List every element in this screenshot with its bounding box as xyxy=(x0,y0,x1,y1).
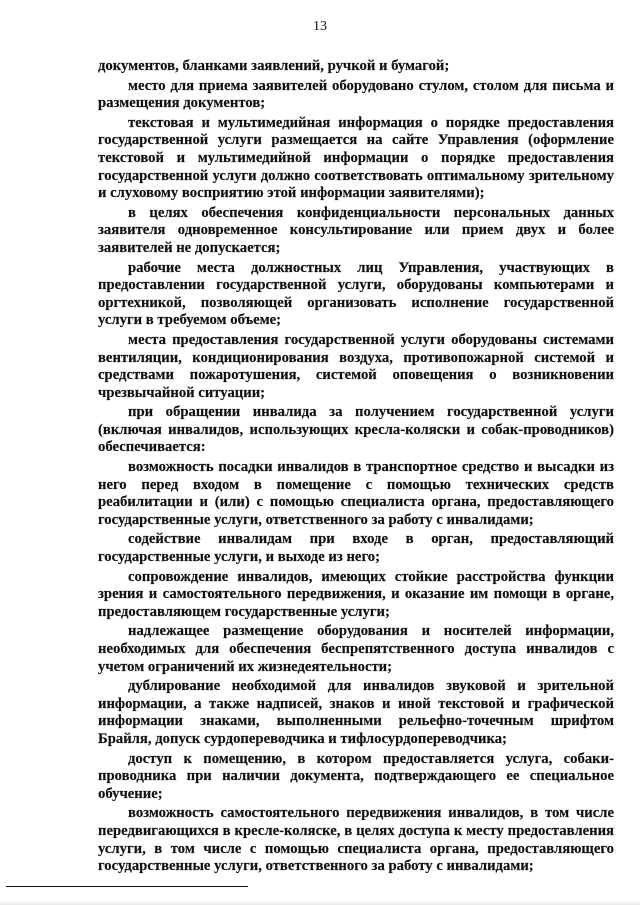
paragraph: дублирование необходимой для инвалидов звуковой и зрительной информации, а также надписей, знаков и иной текстовой и графической информации знаками, выполненными рельефно-точечным шрифтом Брайля, допуск сурдопереводчика и тифлосурдопереводчика; xyxy=(98,678,614,747)
page-number: 13 xyxy=(313,19,327,34)
paragraph: возможность посадки инвалидов в транспортное средство и высадки из него перед входом в помещение с помощью технических средств реабилитации и (или) с помощью специалиста органа, предоставляющего государственные услуги, ответственного за работу с инвалидами; xyxy=(98,459,614,528)
paragraph: при обращении инвалида за получением государственной услуги (включая инвалидов, использующих кресла-коляски и собак-проводников) обеспечивается: xyxy=(98,404,614,456)
paragraph: в целях обеспечения конфиденциальности персональных данных заявителя одновременное консультирование или прием двух и более заявителей не допускается; xyxy=(98,204,614,256)
paragraph: места предоставления государственной услуги оборудованы системами вентиляции, кондиционирования воздуха, противопожарной системой и средствами пожаротушения, системой оповещения о возникновении чрезвычайной ситуации; xyxy=(98,331,614,401)
paragraph: текстовая и мультимедийная информация о порядке предоставления государственной услуги размещается на сайте Управления (оформление текстовой и мультимедийной информации о порядке предоставления государственной услуги должно соответствовать оптимальному зрительному и слуховому восприятию этой информации заявителями); xyxy=(98,114,614,202)
paragraph: доступ к помещению, в котором предоставляется услуга, собаки-проводника при наличии документа, подтверждающего ее специальное обучение; xyxy=(98,750,614,802)
scan-edge xyxy=(0,900,640,905)
paragraph: возможность самостоятельного передвижения инвалидов, в том числе передвигающихся в кресле-коляске, в целях доступа к месту предоставления услуги, в том числе с помощью специалиста органа, предоставляющего государственные услуги, ответственного за работу с инвалидами; xyxy=(98,805,614,875)
paragraph: документов, бланками заявлений, ручкой и бумагой; xyxy=(98,58,450,74)
footnote-separator xyxy=(6,886,248,887)
paragraph: сопровождение инвалидов, имеющих стойкие расстройства функции зрения и самостоятельного передвижения, и оказание им помощи в органе, предоставляющем государственные услуги; xyxy=(98,568,614,620)
paragraph: надлежащее размещение оборудования и носителей информации, необходимых для обеспечения беспрепятственного доступа инвалидов с учетом ограничений их жизнедеятельности; xyxy=(98,623,614,675)
paragraph: содействие инвалидам при входе в орган, предоставляющий государственные услуги, и выходе из него; xyxy=(98,531,614,566)
paragraph: рабочие места должностных лиц Управления, участвующих в предоставлении государственной услуги, оборудованы компьютерами и оргтехникой, позволяющей организовать исполнение государственной услуги в требуемом объеме; xyxy=(98,259,614,329)
document-body xyxy=(98,58,614,878)
paragraph: место для приема заявителей оборудовано стулом, столом для письма и размещения документов; xyxy=(98,77,614,112)
